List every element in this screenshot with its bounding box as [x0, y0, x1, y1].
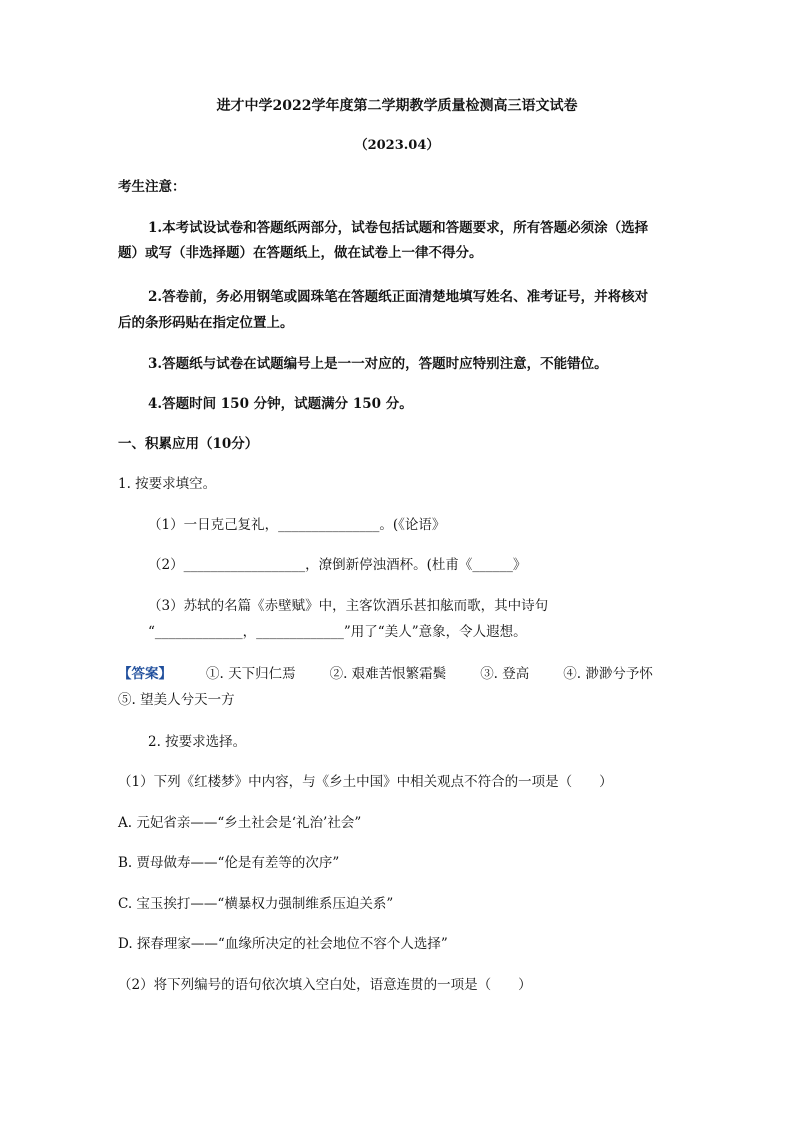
question-2-stem: 2. 按要求选择。 [148, 734, 247, 750]
option-a: A. 元妃省亲——“乡土社会是‘礼治’社会” [118, 815, 362, 831]
answer-5: ⑤. 望美人兮天一方 [118, 692, 235, 708]
question-2-sub-2: （2）将下列编号的语句依次填入空白处，语意连贯的一项是（ ） [118, 977, 532, 993]
section-heading: 一、积累应用（10分） [118, 436, 259, 452]
notice-item-1a: 1.本考试设试卷和答题纸两部分，试卷包括试题和答题要求，所有答题必须涂（选择 [148, 220, 649, 236]
notice-item-2a: 2.答卷前，务必用钢笔或圆珠笔在答题纸正面清楚地填写姓名、准考证号，并将核对 [148, 289, 649, 305]
question-1-sub-3a: （3）苏轼的名篇《赤壁赋》中，主客饮酒乐甚扣舷而歌，其中诗句 [148, 598, 549, 614]
option-b: B. 贾母做寿——“伦是有差等的次序” [118, 855, 340, 871]
answer-1: ①. 天下归仁焉 [206, 666, 296, 682]
notice-item-4: 4.答题时间 150 分钟，试题满分 150 分。 [148, 396, 413, 412]
notice-item-2b: 后的条形码贴在指定位置上。 [118, 315, 294, 331]
option-c: C. 宝玉挨打——“横暴权力强制维系压迫关系” [118, 896, 394, 912]
answer-2: ②. 艰难苦恨繁霜鬓 [329, 666, 447, 682]
notice-item-1b: 题）或写（非选择题）在答题纸上，做在试卷上一律不得分。 [118, 245, 483, 261]
question-2-sub-1: （1）下列《红楼梦》中内容，与《乡土中国》中相关观点不符合的一项是（ ） [118, 774, 613, 790]
exam-title: 进才中学2022学年度第二学期教学质量检测高三语文试卷 [216, 98, 578, 114]
question-1-sub-3b: “_____________，_____________”用了“美人”意象，令人遐想。 [148, 624, 527, 640]
question-1-sub-2: （2）__________________，潦倒新停浊酒杯。(杜甫《______》 [148, 557, 527, 573]
answer-tag: 【答案】 [118, 666, 172, 682]
notice-item-3: 3.答题纸与试卷在试题编号上是一一对应的，答题时应特别注意，不能错位。 [148, 356, 608, 372]
option-d: D. 探春理家——“血缘所决定的社会地位不容个人选择” [118, 936, 448, 952]
answer-4: ④. 渺渺兮予怀 [563, 666, 653, 682]
answer-3: ③. 登高 [480, 666, 530, 682]
question-1-stem: 1. 按要求填空。 [118, 476, 217, 492]
answer-line [118, 664, 653, 684]
notice-heading: 考生注意： [118, 179, 186, 195]
exam-date: （2023.04） [354, 138, 440, 153]
question-1-sub-1: （1）一日克己复礼，_______________。(《论语》 [148, 517, 446, 533]
